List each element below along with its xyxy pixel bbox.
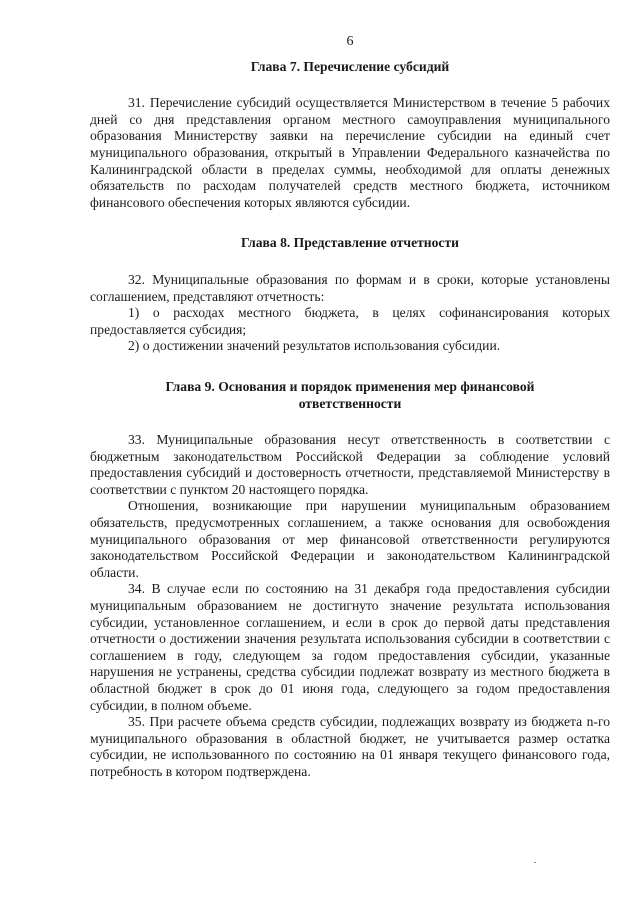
- paragraph-32-item-2: 2) о достижении значений результатов использования субсидии.: [128, 338, 501, 354]
- paragraph-34: 34. В случае если по состоянию на 31 декабря года предоставления субсидии муниципальным образованием не достигнуто значение результата использования субсидии, установленное соглашением, и если в срок до первой даты представления отчетности о достижении значения результата использования субсидии в соответствии с соглашением в году, следующем за годом предоставления субсидии, указанные нарушения не устранены, средства субсидии подлежат возврату из местного бюджета в областной бюджет в срок до 01 июня года, следующего за годом предоставления субсидии, в полном объеме.: [90, 581, 610, 713]
- chapter-9-title: [90, 379, 610, 412]
- paragraph-33: 33. Муниципальные образования несут ответственность в соответствии с бюджетным законодательством Российской Федерации за соблюдение условий предоставления субсидий и достоверность отчетности, представляемой Министерству в соответствии с пунктом 20 настоящего порядка.: [90, 432, 610, 497]
- paragraph-32: 32. Муниципальные образования по формам и в сроки, которые установлены соглашением, представляют отчетность:: [90, 271, 610, 304]
- scan-speck: [534, 862, 536, 863]
- chapter-8-title: Глава 8. Представление отчетности: [241, 235, 459, 251]
- chapter-9-title-line-1: Глава 9. Основания и порядок применения мер финансовой: [165, 378, 535, 394]
- paragraph-35: 35. При расчете объема средств субсидии, подлежащих возврату из бюджета n-го муниципального образования в областной бюджет, не учитывается размер остатка субсидии, не использованного по состоянию на 01 января текущего финансового года, потребность в котором подтверждена.: [90, 714, 610, 779]
- paragraph-32-item-1: 1) о расходах местного бюджета, в целях софинансирования которых предоставляется субсидия;: [90, 305, 610, 337]
- chapter-7-title: Глава 7. Перечисление субсидий: [250, 58, 450, 74]
- chapter-9-title-line-2: ответственности: [298, 395, 402, 411]
- paragraph-31: 31. Перечисление субсидий осуществляется Министерством в течение 5 рабочих дней со дня представления органом местного самоуправления муниципального образования Министерству заявки на перечисление субсидии на единый счет муниципального образования, открытый в Управлении Федерального казначейства по Калининградской области в пределах суммы, необходимой для оплаты денежных обязательств по расходам получателей средств местного бюджета, источником финансового обеспечения которых являются субсидии.: [90, 95, 610, 210]
- page-number: 6: [346, 34, 354, 49]
- paragraph-33-relations: Отношения, возникающие при нарушении муниципальным образованием обязательств, предусмотренных соглашением, а также основания для освобождения муниципального образования от мер финансовой ответственности регулируются законодательством Российской Федерации и законодательством Калининградской области.: [90, 498, 610, 580]
- document-page: [90, 34, 610, 781]
